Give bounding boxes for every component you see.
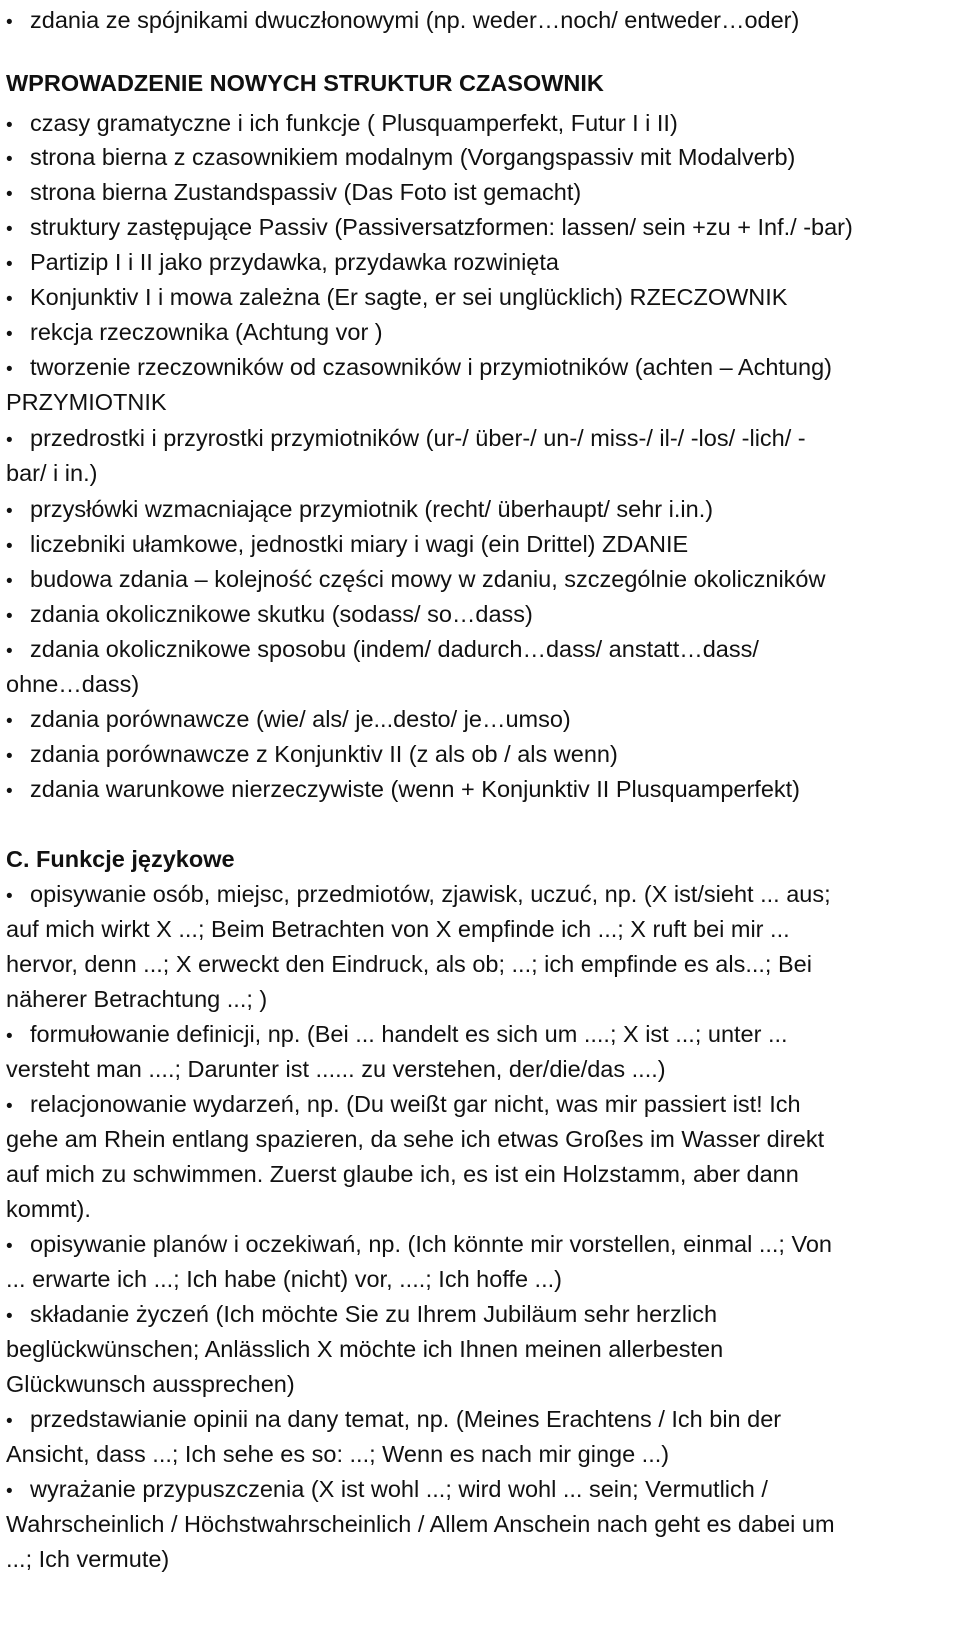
line-text: budowa zdania – kolejność części mowy w zdaniu, szczególnie okoliczników bbox=[30, 566, 826, 592]
text-line bbox=[6, 629, 954, 669]
line-text: formułowanie definicji, np. (Bei ... handelt es sich um ....; X ist ...; unter ... bbox=[30, 1021, 788, 1047]
text-line bbox=[6, 664, 954, 704]
bullet-icon: • bbox=[6, 289, 13, 310]
bullet-icon: • bbox=[6, 711, 13, 732]
line-text: wyrażanie przypuszczenia (X ist wohl ...; wird wohl ... sein; Vermutlich / bbox=[30, 1476, 768, 1502]
bullet-icon: • bbox=[6, 571, 13, 592]
line-text: Konjunktiv I i mowa zależna (Er sagte, er sei unglücklich) RZECZOWNIK bbox=[30, 284, 788, 310]
line-text: czasy gramatyczne i ich funkcje ( Plusquamperfekt, Futur I i II) bbox=[30, 110, 678, 136]
line-text: zdania okolicznikowe skutku (sodass/ so…dass) bbox=[30, 601, 533, 627]
text-line bbox=[6, 1119, 954, 1159]
bullet-icon: • bbox=[6, 149, 13, 170]
text-line bbox=[6, 1469, 954, 1509]
text-line bbox=[6, 277, 954, 317]
line-text: zdania porównawcze z Konjunktiv II (z als ob / als wenn) bbox=[30, 741, 618, 767]
bullet-icon: • bbox=[6, 1306, 13, 1327]
line-text: versteht man ....; Darunter ist ...... zu verstehen, der/die/das ....) bbox=[6, 1056, 666, 1082]
text-line bbox=[6, 1154, 954, 1194]
text-line bbox=[6, 979, 954, 1019]
text-line bbox=[6, 874, 954, 914]
line-text: przedrostki i przyrostki przymiotników (ur-/ über-/ un-/ miss-/ il-/ -los/ -lich/ - bbox=[30, 425, 806, 451]
line-text: beglückwünschen; Anlässlich X möchte ich Ihnen meinen allerbesten bbox=[6, 1336, 724, 1362]
line-text: liczebniki ułamkowe, jednostki miary i wagi (ein Drittel) ZDANIE bbox=[30, 531, 689, 557]
text-line bbox=[6, 594, 954, 634]
line-text: gehe am Rhein entlang spazieren, da sehe ich etwas Großes im Wasser direkt bbox=[6, 1126, 825, 1152]
text-line bbox=[6, 524, 954, 564]
bullet-icon: • bbox=[6, 501, 13, 522]
line-text: strona bierna Zustandspassiv (Das Foto ist gemacht) bbox=[30, 179, 582, 205]
text-line bbox=[6, 137, 954, 177]
line-text: zdania warunkowe nierzeczywiste (wenn + Konjunktiv II Plusquamperfekt) bbox=[30, 776, 800, 802]
line-text: auf mich zu schwimmen. Zuerst glaube ich, es ist ein Holzstamm, aber dann bbox=[6, 1161, 799, 1187]
text-line bbox=[6, 909, 954, 949]
text-line bbox=[6, 769, 954, 809]
text-line bbox=[6, 489, 954, 529]
line-text: składanie życzeń (Ich möchte Sie zu Ihrem Jubiläum sehr herzlich bbox=[30, 1301, 718, 1327]
text-line bbox=[6, 242, 954, 282]
section-heading bbox=[6, 63, 954, 103]
bullet-icon: • bbox=[6, 324, 13, 345]
text-line bbox=[6, 1399, 954, 1439]
line-text: C. Funkcje językowe bbox=[6, 846, 235, 872]
line-text: zdania ze spójnikami dwuczłonowymi (np. weder…noch/ entweder…oder) bbox=[30, 7, 800, 33]
text-line bbox=[6, 453, 954, 493]
bullet-icon: • bbox=[6, 1096, 13, 1117]
line-text: rekcja rzeczownika (Achtung vor ) bbox=[30, 319, 383, 345]
bullet-icon: • bbox=[6, 430, 13, 451]
bullet-icon: • bbox=[6, 781, 13, 802]
line-text: PRZYMIOTNIK bbox=[6, 389, 167, 415]
text-line bbox=[6, 1329, 954, 1369]
text-line bbox=[6, 699, 954, 739]
bullet-icon: • bbox=[6, 1026, 13, 1047]
line-text: opisywanie osób, miejsc, przedmiotów, zjawisk, uczuć, np. (X ist/sieht ... aus; bbox=[30, 881, 831, 907]
line-text: auf mich wirkt X ...; Beim Betrachten von X empfinde ich ...; X ruft bei mir ... bbox=[6, 916, 790, 942]
text-line bbox=[6, 172, 954, 212]
line-text: hervor, denn ...; X erweckt den Eindruck, als ob; ...; ich empfinde es als...; Bei bbox=[6, 951, 812, 977]
text-line bbox=[6, 347, 954, 387]
line-text: relacjonowanie wydarzeń, np. (Du weißt gar nicht, was mir passiert ist! Ich bbox=[30, 1091, 801, 1117]
line-text: opisywanie planów i oczekiwań, np. (Ich könnte mir vorstellen, einmal ...; Von bbox=[30, 1231, 833, 1257]
line-text: Partizip I i II jako przydawka, przydawka rozwinięta bbox=[30, 249, 559, 275]
line-text: näherer Betrachtung ...; ) bbox=[6, 986, 268, 1012]
line-text: przedstawianie opinii na dany temat, np. (Meines Erachtens / Ich bin der bbox=[30, 1406, 782, 1432]
bullet-icon: • bbox=[6, 746, 13, 767]
line-text: Ansicht, dass ...; Ich sehe es so: ...; Wenn es nach mir ginge ...) bbox=[6, 1441, 670, 1467]
text-line bbox=[6, 1224, 954, 1264]
line-text: struktury zastępujące Passiv (Passiversatzformen: lassen/ sein +zu + Inf./ -bar) bbox=[30, 214, 853, 240]
bullet-icon: • bbox=[6, 1481, 13, 1502]
bullet-icon: • bbox=[6, 184, 13, 205]
text-line bbox=[6, 1189, 954, 1229]
bullet-icon: • bbox=[6, 1236, 13, 1257]
line-text: strona bierna z czasownikiem modalnym (Vorgangspassiv mit Modalverb) bbox=[30, 144, 796, 170]
text-line bbox=[6, 1049, 954, 1089]
text-line bbox=[6, 1539, 954, 1579]
text-line bbox=[6, 944, 954, 984]
bullet-icon: • bbox=[6, 1411, 13, 1432]
line-text: zdania porównawcze (wie/ als/ je...desto/ je…umso) bbox=[30, 706, 571, 732]
line-text: ohne…dass) bbox=[6, 671, 140, 697]
text-line bbox=[6, 207, 954, 247]
line-text: WPROWADZENIE NOWYCH STRUKTUR CZASOWNIK bbox=[6, 70, 604, 96]
text-line bbox=[6, 382, 954, 422]
text-line bbox=[6, 1294, 954, 1334]
text-line bbox=[6, 1014, 954, 1054]
bullet-icon: • bbox=[6, 886, 13, 907]
text-line bbox=[6, 1364, 954, 1404]
text-line bbox=[6, 1434, 954, 1474]
line-text: Wahrscheinlich / Höchstwahrscheinlich / Allem Anschein nach geht es dabei um bbox=[6, 1511, 835, 1537]
line-text: przysłówki wzmacniające przymiotnik (recht/ überhaupt/ sehr i.in.) bbox=[30, 496, 714, 522]
bullet-icon: • bbox=[6, 359, 13, 380]
bullet-icon: • bbox=[6, 536, 13, 557]
text-line bbox=[6, 559, 954, 599]
text-line bbox=[6, 312, 954, 352]
bullet-icon: • bbox=[6, 12, 13, 33]
line-text: bar/ i in.) bbox=[6, 460, 98, 486]
bullet-icon: • bbox=[6, 641, 13, 662]
line-text: ... erwarte ich ...; Ich habe (nicht) vor, ....; Ich hoffe ...) bbox=[6, 1266, 562, 1292]
text-line bbox=[6, 734, 954, 774]
text-line bbox=[6, 1259, 954, 1299]
bullet-icon: • bbox=[6, 606, 13, 627]
line-text: ...; Ich vermute) bbox=[6, 1546, 170, 1572]
line-text: kommt). bbox=[6, 1196, 91, 1222]
bullet-icon: • bbox=[6, 115, 13, 136]
text-line bbox=[6, 1084, 954, 1124]
line-text: zdania okolicznikowe sposobu (indem/ dadurch…dass/ anstatt…dass/ bbox=[30, 636, 759, 662]
text-line bbox=[6, 418, 954, 458]
section-heading bbox=[6, 839, 954, 879]
bullet-icon: • bbox=[6, 254, 13, 275]
text-line bbox=[6, 0, 954, 40]
line-text: tworzenie rzeczowników od czasowników i przymiotników (achten – Achtung) bbox=[30, 354, 832, 380]
bullet-icon: • bbox=[6, 219, 13, 240]
line-text: Glückwunsch aussprechen) bbox=[6, 1371, 295, 1397]
text-line bbox=[6, 1504, 954, 1544]
